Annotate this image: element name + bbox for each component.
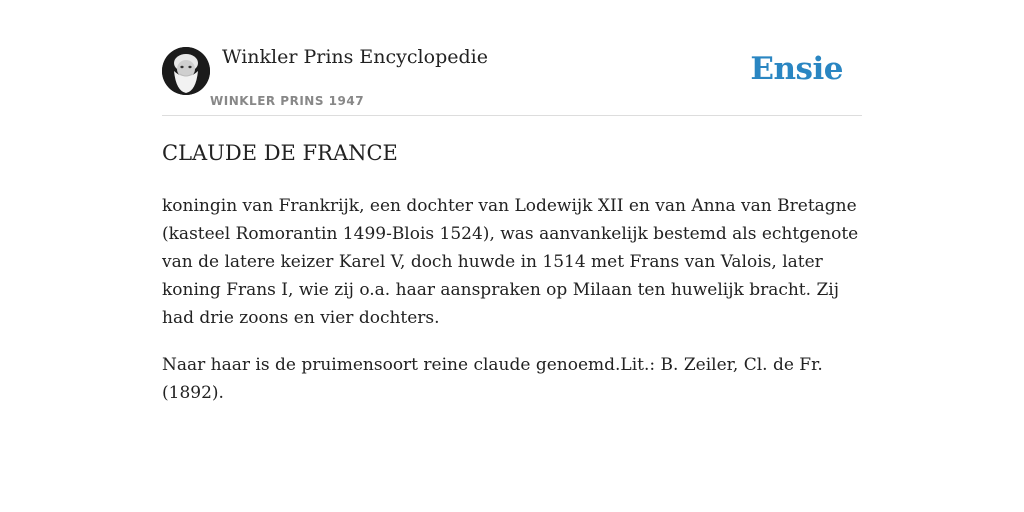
article-paragraph: Naar haar is de pruimensoort reine claude genoemd.Lit.: B. Zeiler, Cl. de Fr. (1892). <box>162 355 823 403</box>
article-title: CLAUDE DE FRANCE <box>162 141 398 165</box>
article-body <box>162 192 862 426</box>
site-title[interactable]: Winkler Prins Encyclopedie <box>222 46 488 68</box>
avatar-portrait <box>162 47 210 95</box>
page-header <box>162 45 862 116</box>
bearded-man-portrait-icon[interactable] <box>162 47 210 95</box>
brand-logo-link[interactable]: Ensie <box>750 51 843 87</box>
article-paragraph: koningin van Frankrijk, een dochter van Lodewijk XII en van Anna van Bretagne (kasteel Romorantin 1499-Blois 1524), was aanvankelijk bestemd als echtgenote van de latere keizer Karel V, doch huwde in 1514 met Frans van Valois, later koning Frans I, wie zij o.a. haar aanspraken op Milaan ten huwelijk bracht. Zij had drie zoons en vier dochters. <box>162 196 859 328</box>
source-subtitle: WINKLER PRINS 1947 <box>210 94 365 108</box>
